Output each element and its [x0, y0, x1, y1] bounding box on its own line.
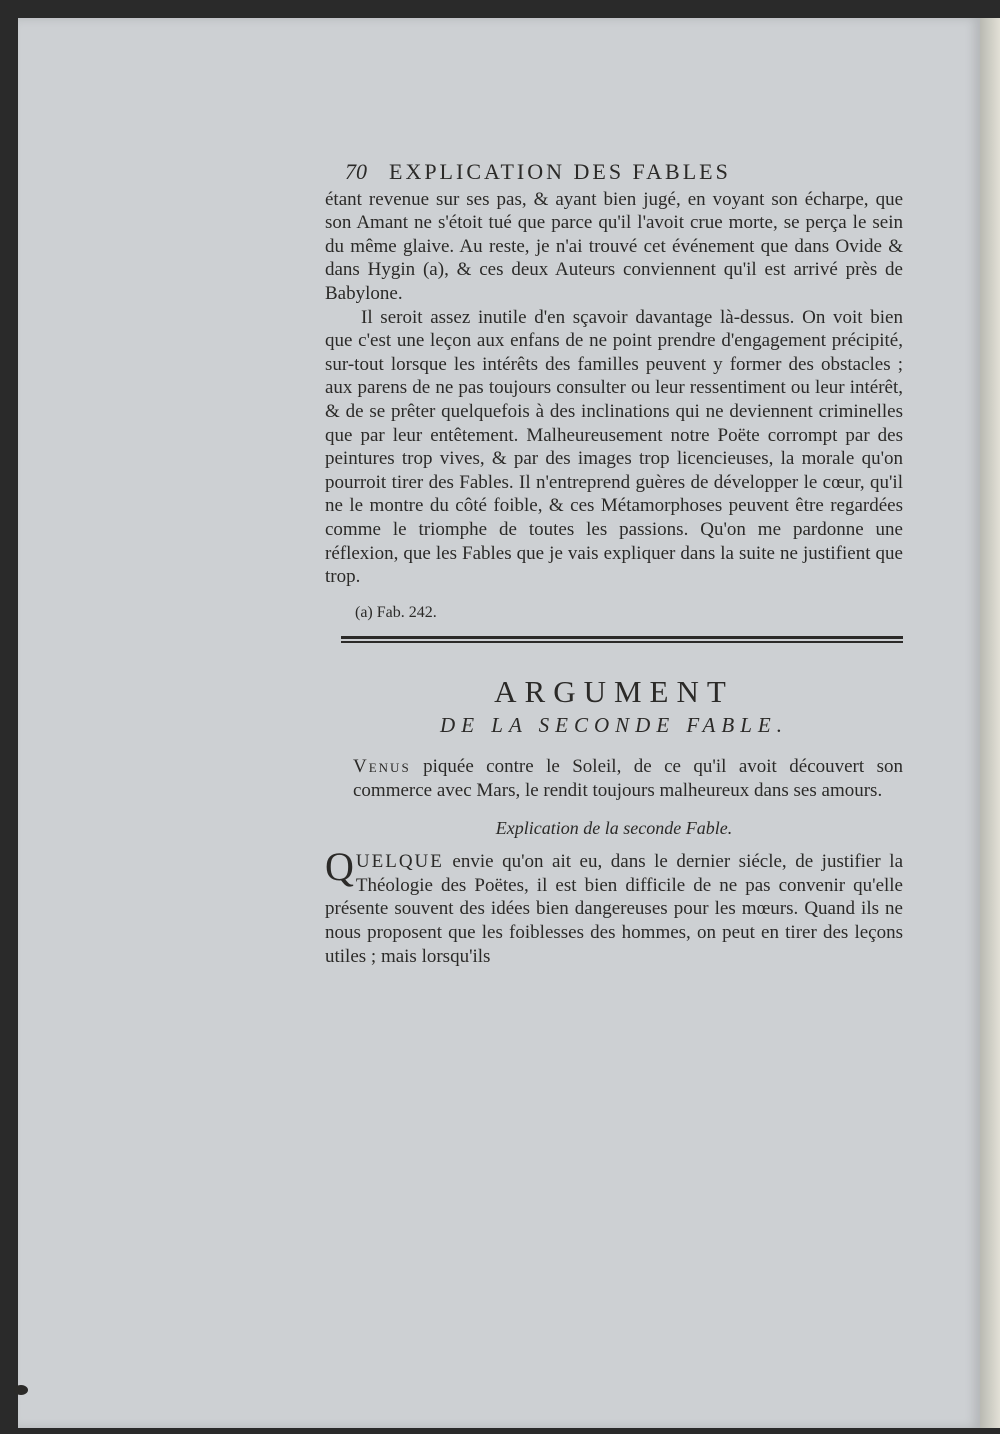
summary-text: piquée contre le Soleil, de ce qu'il avoit découvert son commerce avec Mars, le rendit toujours malheureux dans ses amours. — [353, 756, 903, 802]
running-header — [345, 160, 903, 184]
ink-spot — [14, 1385, 28, 1395]
page-content — [325, 160, 903, 968]
explanation-title: Explication de la seconde Fable. — [495, 817, 733, 838]
argument-summary — [339, 755, 903, 802]
explanation-paragraph — [325, 844, 903, 968]
footnote: (a) Fab. 242. — [355, 603, 437, 621]
page-edge — [980, 18, 1000, 1428]
first-word-rest: UELQUE — [355, 851, 444, 873]
summary-first-word: Venus — [353, 756, 411, 778]
running-title: EXPLICATION DES FABLES — [389, 159, 731, 184]
explanation-text: envie qu'on ait eu, dans le dernier siécle, de justifier la Théologie des Poëtes, il est bien difficile de ne pas convenir qu'elle présente souvent des idées bien dangereuses pour les mœurs. Quand ils ne nous proposent que les foiblesses des hommes, on peut en tirer des leçons utiles ; mais lorsqu'ils — [325, 851, 903, 967]
argument-title: ARGUMENT — [494, 674, 734, 710]
page-number: 70 — [345, 159, 367, 184]
drop-cap: Q — [325, 844, 354, 890]
argument-subtitle: DE LA SECONDE FABLE. — [440, 712, 788, 737]
section-divider — [341, 636, 903, 644]
paragraph-2: Il seroit assez inutile d'en sçavoir davantage là-dessus. On voit bien que c'est une leçon aux enfans de ne point prendre d'engagement précipité, sur-tout lorsque les intérêts des familles peuvent y former des obstacles ; aux parens de ne pas toujours consulter ou leur ressentiment ou leur intérêt, & de se prêter quelquefois à des inclinations qui ne deviennent criminelles que par leur entêtement. Malheureusement notre Poëte corrompt par des peintures trop vives, & par des images trop licencieuses, la morale qu'on pourroit tirer des Fables. Il n'entreprend guères de développer le cœur, qu'il ne le montre du côté foible, & ces Métamorphoses peuvent être regardées comme le triomphe de toutes les passions. Qu'on me pardonne une réflexion, que les Fables que je vais expliquer dans la suite ne justifient que trop. — [325, 306, 903, 588]
paragraph-1: étant revenue sur ses pas, & ayant bien jugé, en voyant son écharpe, que son Amant ne s'étoit tué que parce qu'il l'avoit crue morte, se perça le sein du même glaive. Au reste, je n'ai trouvé cet événement que dans Ovide & dans Hygin (a), & ces deux Auteurs conviennent qu'il est arrivé près de Babylone. — [325, 188, 903, 304]
